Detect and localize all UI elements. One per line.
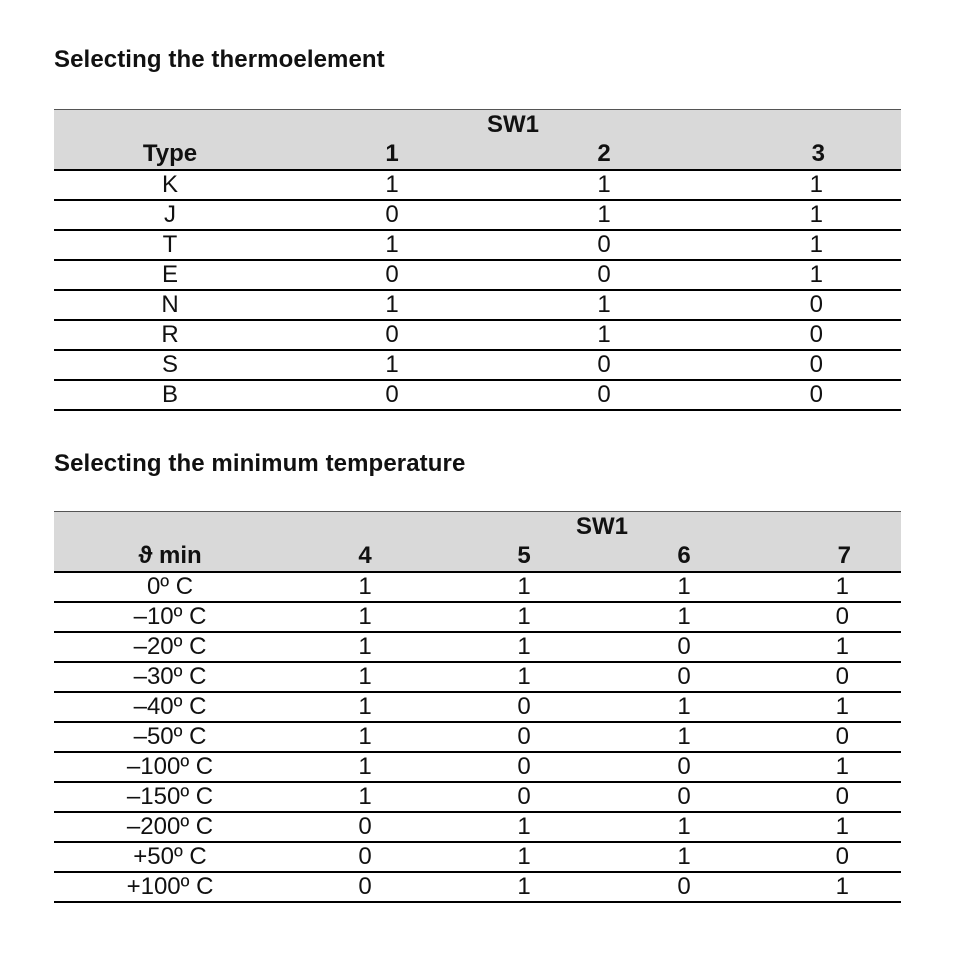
switch-cell: 0: [764, 602, 901, 632]
switch-cell: 0: [286, 842, 444, 872]
switch-cell: 1: [444, 872, 604, 902]
temperature-cell: –40º C: [54, 692, 286, 722]
thermoelement-table: [54, 109, 901, 411]
switch-cell: 1: [710, 170, 901, 200]
switch-column-header: 1: [385, 140, 399, 167]
switch-cell: 1: [710, 200, 901, 230]
table-row: [54, 170, 901, 200]
temperature-cell: –30º C: [54, 662, 286, 692]
switch-cell: 1: [764, 872, 901, 902]
table-group-header-row: [54, 512, 901, 542]
switch-cell: 0: [764, 842, 901, 872]
switch-cell: 0: [710, 380, 901, 410]
switch-cell: 0: [498, 380, 710, 410]
switch-cell: 0: [604, 752, 764, 782]
switch-cell: 1: [444, 602, 604, 632]
section-title-minimum-temperature: Selecting the minimum temperature: [54, 450, 466, 477]
switch-cell: 1: [498, 320, 710, 350]
switch-cell: 1: [764, 752, 901, 782]
table-row: [54, 662, 901, 692]
switch-column-header: 4: [358, 542, 372, 569]
table-row: [54, 320, 901, 350]
switch-cell: 0: [286, 260, 498, 290]
temperature-cell: +100º C: [54, 872, 286, 902]
table-row: [54, 572, 901, 602]
switch-cell: 1: [444, 812, 604, 842]
switch-cell: 1: [444, 632, 604, 662]
switch-cell: 1: [286, 632, 444, 662]
temperature-cell: –150º C: [54, 782, 286, 812]
table-row: [54, 722, 901, 752]
switch-cell: 1: [604, 722, 764, 752]
switch-cell: 1: [286, 752, 444, 782]
switch-cell: 1: [286, 290, 498, 320]
table-row: [54, 692, 901, 722]
switch-cell: 1: [710, 230, 901, 260]
temperature-cell: 0º C: [54, 572, 286, 602]
section-title-thermoelement: Selecting the thermoelement: [54, 46, 385, 73]
switch-cell: 0: [286, 380, 498, 410]
switch-cell: 0: [604, 872, 764, 902]
switch-cell: 0: [444, 782, 604, 812]
table-row: [54, 260, 901, 290]
table-row: [54, 752, 901, 782]
type-cell: E: [54, 260, 286, 290]
table-row: [54, 812, 901, 842]
switch-cell: 0: [444, 692, 604, 722]
switch-cell: 1: [444, 842, 604, 872]
table-row: [54, 782, 901, 812]
switch-cell: 1: [286, 692, 444, 722]
switch-cell: 1: [286, 662, 444, 692]
sw1-group-header: SW1: [487, 111, 540, 138]
temperature-cell: –100º C: [54, 752, 286, 782]
switch-cell: 0: [710, 290, 901, 320]
table-row: [54, 602, 901, 632]
switch-cell: 0: [604, 662, 764, 692]
switch-cell: 0: [444, 752, 604, 782]
switch-cell: 0: [286, 872, 444, 902]
switch-cell: 0: [710, 320, 901, 350]
switch-cell: 1: [286, 782, 444, 812]
temperature-cell: –50º C: [54, 722, 286, 752]
switch-cell: 1: [444, 662, 604, 692]
switch-cell: 0: [764, 662, 901, 692]
switch-cell: 1: [286, 350, 498, 380]
minimum-temperature-table: [54, 511, 901, 903]
switch-column-header: 6: [677, 542, 691, 569]
table-row: [54, 872, 901, 902]
temperature-cell: +50º C: [54, 842, 286, 872]
switch-cell: 1: [444, 572, 604, 602]
switch-column-header: 3: [811, 140, 826, 167]
switch-cell: 1: [604, 692, 764, 722]
switch-cell: 1: [710, 260, 901, 290]
table-row: [54, 200, 901, 230]
switch-cell: 1: [498, 290, 710, 320]
switch-column-header: 7: [837, 542, 852, 569]
type-cell: N: [54, 290, 286, 320]
switch-cell: 1: [764, 632, 901, 662]
switch-cell: 1: [286, 230, 498, 260]
table-row: [54, 350, 901, 380]
switch-column-header: 5: [517, 542, 531, 569]
table-column-header-row: [54, 139, 901, 170]
temperature-cell: –200º C: [54, 812, 286, 842]
switch-cell: 1: [286, 722, 444, 752]
type-cell: R: [54, 320, 286, 350]
switch-cell: 1: [764, 812, 901, 842]
switch-cell: 0: [604, 782, 764, 812]
type-cell: T: [54, 230, 286, 260]
switch-cell: 1: [604, 842, 764, 872]
sw1-group-header: SW1: [576, 513, 629, 540]
switch-cell: 1: [764, 692, 901, 722]
switch-cell: 0: [604, 632, 764, 662]
table-row: [54, 380, 901, 410]
type-cell: J: [54, 200, 286, 230]
type-column-header: Type: [142, 140, 198, 167]
table-row: [54, 632, 901, 662]
switch-cell: 0: [764, 782, 901, 812]
switch-cell: 0: [286, 200, 498, 230]
switch-cell: 1: [764, 572, 901, 602]
switch-cell: 1: [604, 602, 764, 632]
switch-cell: 1: [604, 812, 764, 842]
switch-cell: 0: [710, 350, 901, 380]
switch-cell: 1: [604, 572, 764, 602]
table-row: [54, 290, 901, 320]
table-column-header-row: [54, 541, 901, 572]
switch-cell: 1: [286, 572, 444, 602]
theta-min-column-header: ϑ min: [138, 542, 202, 569]
switch-cell: 0: [498, 260, 710, 290]
switch-cell: 1: [498, 170, 710, 200]
table-row: [54, 230, 901, 260]
switch-cell: 0: [498, 350, 710, 380]
switch-cell: 0: [764, 722, 901, 752]
type-cell: B: [54, 380, 286, 410]
type-cell: S: [54, 350, 286, 380]
temperature-cell: –20º C: [54, 632, 286, 662]
table-row: [54, 842, 901, 872]
switch-cell: 0: [444, 722, 604, 752]
switch-cell: 1: [498, 200, 710, 230]
switch-cell: 0: [286, 812, 444, 842]
switch-cell: 0: [286, 320, 498, 350]
type-cell: K: [54, 170, 286, 200]
switch-cell: 0: [498, 230, 710, 260]
switch-column-header: 2: [597, 140, 611, 167]
table-group-header-row: [54, 110, 901, 140]
temperature-cell: –10º C: [54, 602, 286, 632]
switch-cell: 1: [286, 602, 444, 632]
switch-cell: 1: [286, 170, 498, 200]
